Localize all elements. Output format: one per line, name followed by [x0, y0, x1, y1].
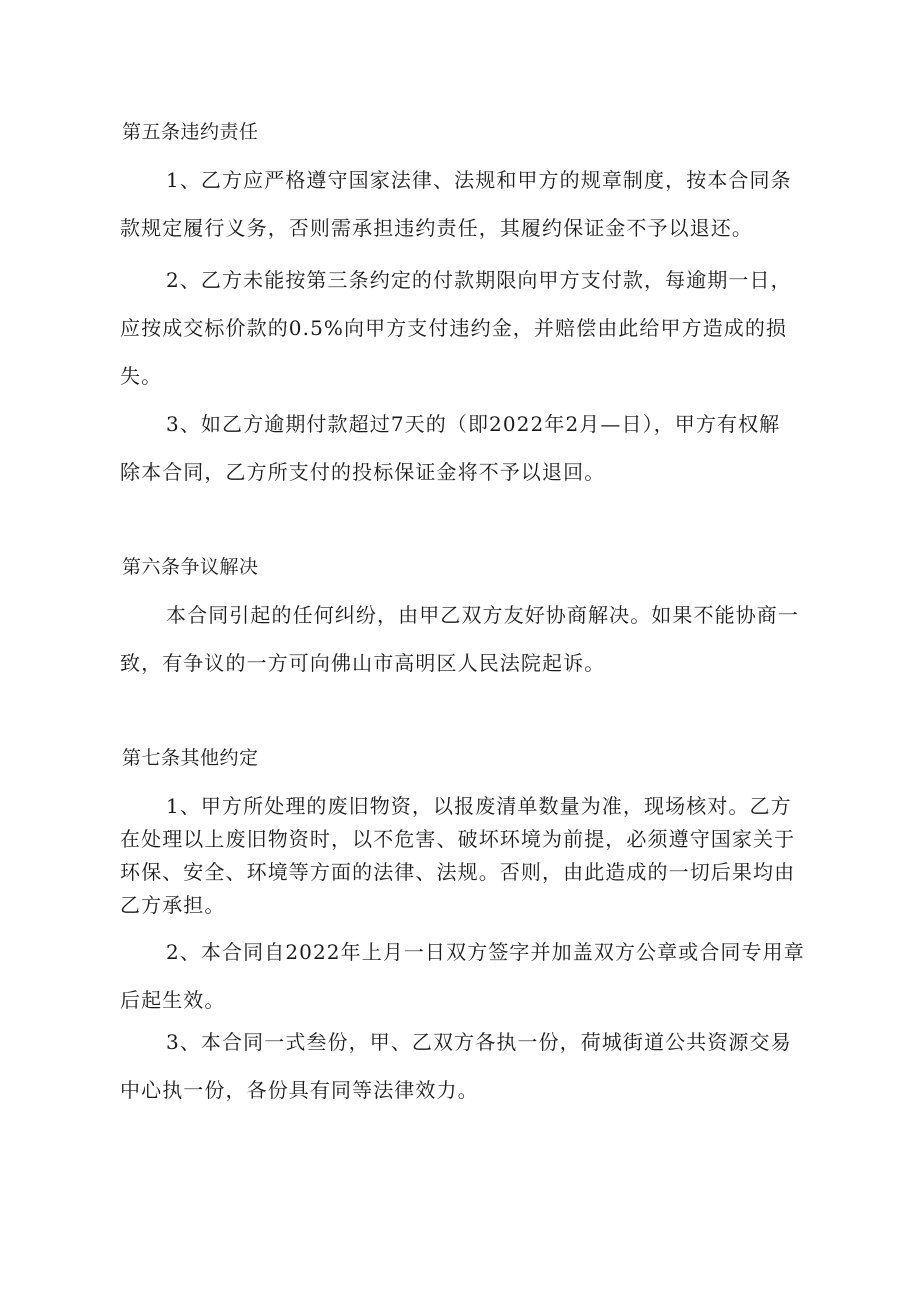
text-line: 1、甲方所处理的废旧物资，以报废清单数量为准，现场核对。乙方 — [166, 794, 792, 818]
text-line: 环保、安全、环境等方面的法律、法规。否则，由此造成的一切后果均由 — [120, 860, 796, 884]
text-line: 本合同引起的任何纠纷，由甲乙双方友好协商解决。如果不能协商一 — [166, 603, 799, 627]
section-7-clause-3 — [120, 1030, 810, 1126]
section-5-clause-2 — [120, 268, 810, 412]
text-line: 后起生效。 — [120, 988, 226, 1012]
text-line: 3、本合同一式叁份，甲、乙双方各执一份，荷城街道公共资源交易 — [166, 1030, 792, 1054]
text-line: 致，有争议的一方可向佛山市高明区人民法院起诉。 — [120, 651, 606, 675]
section-5-clause-1 — [120, 168, 810, 264]
text-line: 2、乙方未能按第三条约定的付款期限向甲方支付款，每逾期一日， — [166, 268, 792, 292]
text-line: 乙方承担。 — [120, 893, 226, 917]
text-line: 中心执一份，各份具有同等法律效力。 — [120, 1078, 479, 1102]
text-line: 款规定履行义务，否则需承担违约责任，其履约保证金不予以退还。 — [120, 216, 753, 240]
section-5-title: 第五条违约责任 — [122, 121, 259, 143]
text-line: 1、乙方应严格遵守国家法律、法规和甲方的规章制度，按本合同条 — [166, 168, 792, 192]
section-7-clause-2 — [120, 940, 810, 1036]
text-line: 失。 — [120, 364, 163, 388]
text-line: 2、本合同自2022年上月一日双方签字并加盖双方公章或合同专用章 — [166, 940, 805, 964]
section-6-title: 第六条争议解决 — [122, 556, 259, 578]
text-line: 除本合同，乙方所支付的投标保证金将不予以退回。 — [120, 460, 606, 484]
section-7-clause-1 — [120, 794, 810, 926]
text-line: 3、如乙方逾期付款超过7天的（即2022年2月—日），甲方有权解 — [166, 412, 781, 436]
section-5-clause-3 — [120, 412, 810, 508]
section-6-clause — [120, 603, 810, 699]
text-line: 应按成交标价款的0.5%向甲方支付违约金，并赔偿由此给甲方造成的损 — [120, 316, 788, 340]
text-line: 在处理以上废旧物资时，以不危害、破坏环境为前提，必须遵守国家关于 — [120, 827, 796, 851]
section-7-title: 第七条其他约定 — [122, 747, 259, 769]
